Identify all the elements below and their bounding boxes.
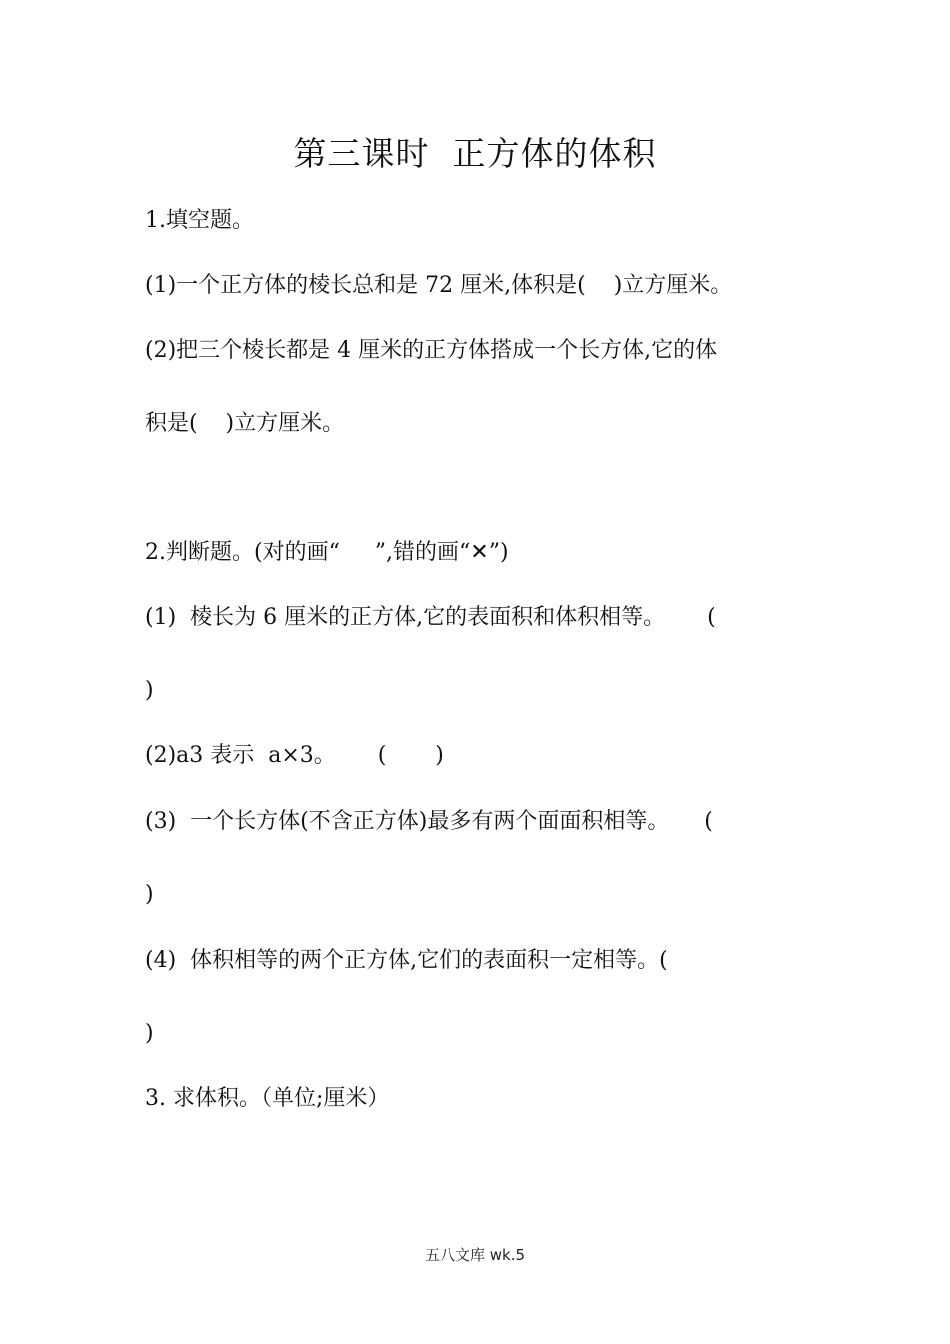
question-2-4-line2: ) bbox=[145, 1021, 154, 1046]
section1-heading: 1.填空题。 bbox=[145, 208, 254, 233]
question-2-2: (2)a3 表示 a×3。 ( ) bbox=[145, 743, 444, 768]
question-2-1-line2: ) bbox=[145, 678, 154, 703]
question-1-1: (1)一个正方体的棱长总和是 72 厘米,体积是( )立方厘米。 bbox=[145, 273, 733, 298]
footer-text: 五八文库 wk.5 bbox=[424, 1246, 526, 1264]
question-2-4-line1: (4) 体积相等的两个正方体,它们的表面积一定相等。( bbox=[145, 948, 668, 973]
question-1-2-line2: 积是( )立方厘米。 bbox=[145, 411, 345, 436]
page-title: 第三课时 正方体的体积 bbox=[293, 134, 657, 173]
question-2-3-line2: ) bbox=[145, 882, 154, 907]
question-2-1-line1: (1) 棱长为 6 厘米的正方体,它的表面积和体积相等。 ( bbox=[145, 605, 716, 630]
section3-heading: 3. 求体积。（单位;厘米） bbox=[145, 1086, 390, 1111]
section2-heading: 2.判断题。(对的画“ ”,错的画“✕”) bbox=[145, 540, 509, 565]
question-2-3-line1: (3) 一个长方体(不含正方体)最多有两个面面积相等。 ( bbox=[145, 809, 713, 834]
question-1-2-line1: (2)把三个棱长都是 4 厘米的正方体搭成一个长方体,它的体 bbox=[145, 338, 718, 363]
